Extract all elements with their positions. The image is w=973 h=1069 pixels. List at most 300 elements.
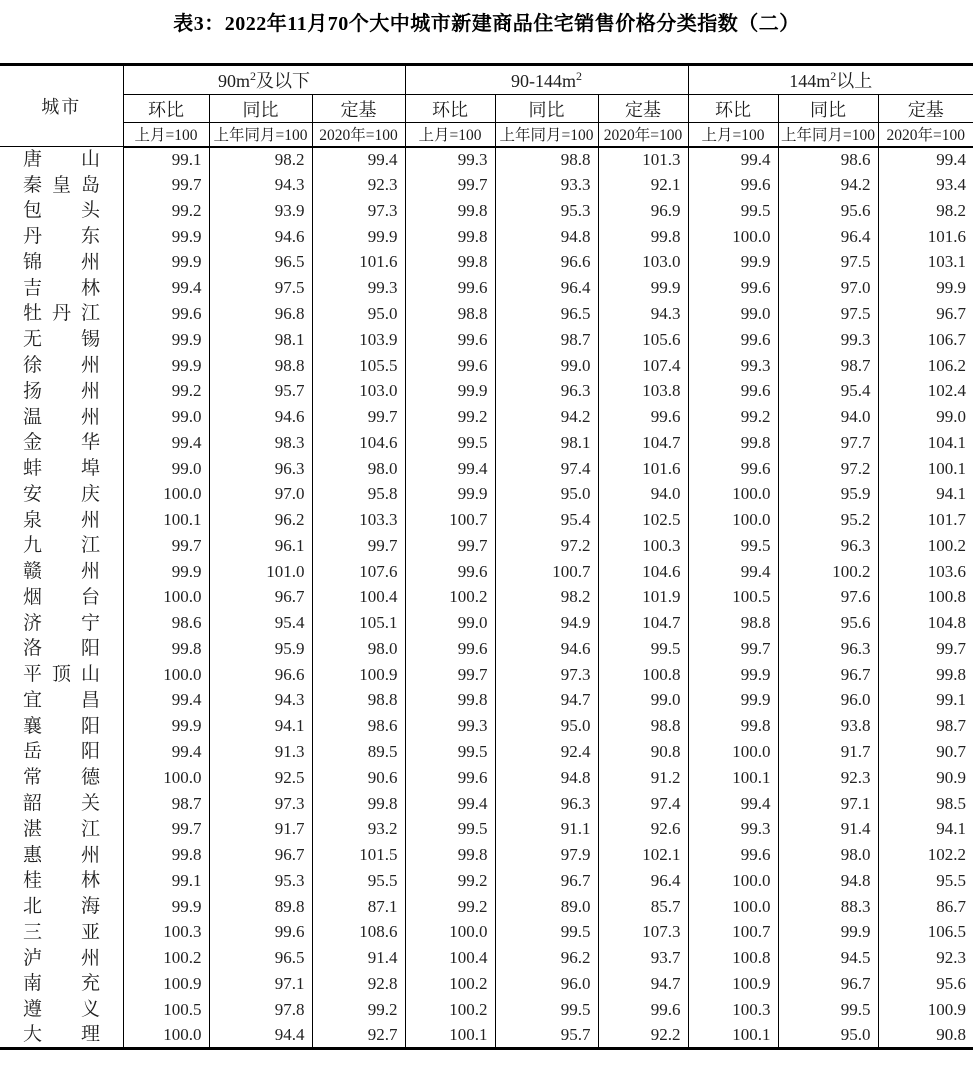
metric-header-90-144-1: 同比: [495, 95, 598, 123]
value-cell: 94.3: [598, 301, 688, 327]
value-cell: 100.2: [405, 971, 495, 997]
value-cell: 100.3: [688, 997, 778, 1023]
value-cell: 96.8: [209, 301, 312, 327]
city-name: 三 亚: [23, 921, 100, 943]
city-name: 金 华: [23, 432, 100, 454]
city-cell: [0, 919, 123, 945]
table-row: [0, 301, 973, 327]
value-cell: 96.6: [495, 250, 598, 276]
value-cell: 98.7: [495, 327, 598, 353]
value-cell: 95.8: [312, 481, 405, 507]
value-cell: 107.3: [598, 919, 688, 945]
value-cell: 97.0: [209, 481, 312, 507]
table-row: [0, 481, 973, 507]
value-cell: 92.6: [598, 816, 688, 842]
value-cell: 98.6: [123, 610, 209, 636]
value-cell: 89.5: [312, 739, 405, 765]
city-name: 烟 台: [23, 586, 100, 608]
city-name: 安 庆: [23, 483, 100, 505]
value-cell: 94.6: [209, 404, 312, 430]
city-name: 惠 州: [23, 844, 100, 866]
table-row: [0, 636, 973, 662]
group-header-under-90: $90m^2$及以下: [123, 65, 405, 95]
table-row: [0, 585, 973, 611]
value-cell: 99.2: [123, 198, 209, 224]
value-cell: 99.9: [405, 481, 495, 507]
value-cell: 94.9: [495, 610, 598, 636]
value-cell: 91.1: [495, 816, 598, 842]
city-name: 丹 东: [23, 226, 100, 248]
value-cell: 99.4: [878, 147, 973, 173]
value-cell: 95.9: [209, 636, 312, 662]
metric-header-90-144-2: 定基: [598, 95, 688, 123]
table-row: [0, 327, 973, 353]
value-cell: 90.8: [598, 739, 688, 765]
table-row: [0, 430, 973, 456]
value-cell: 97.9: [495, 842, 598, 868]
value-cell: 95.4: [209, 610, 312, 636]
city-name: 桂 林: [23, 870, 100, 892]
value-cell: 93.2: [312, 816, 405, 842]
value-cell: 99.9: [123, 224, 209, 250]
value-cell: 98.8: [405, 301, 495, 327]
value-cell: 97.3: [209, 791, 312, 817]
value-cell: 99.7: [405, 172, 495, 198]
table-row: [0, 275, 973, 301]
value-cell: 94.3: [209, 172, 312, 198]
value-cell: 99.8: [405, 250, 495, 276]
value-cell: 99.4: [123, 688, 209, 714]
value-cell: 95.5: [312, 868, 405, 894]
table-row: [0, 610, 973, 636]
value-cell: 97.1: [209, 971, 312, 997]
value-cell: 97.4: [598, 791, 688, 817]
value-cell: 100.9: [312, 662, 405, 688]
value-cell: 94.6: [495, 636, 598, 662]
value-cell: 94.7: [598, 971, 688, 997]
value-cell: 100.7: [495, 559, 598, 585]
value-cell: 85.7: [598, 894, 688, 920]
value-cell: 100.2: [778, 559, 878, 585]
value-cell: 99.7: [688, 636, 778, 662]
city-cell: [0, 868, 123, 894]
value-cell: 99.5: [495, 919, 598, 945]
city-name: 温 州: [23, 406, 100, 428]
value-cell: 99.6: [688, 172, 778, 198]
value-cell: 99.5: [688, 198, 778, 224]
value-cell: 92.7: [312, 1023, 405, 1049]
city-cell: [0, 147, 123, 173]
value-cell: 103.1: [878, 250, 973, 276]
value-cell: 104.6: [312, 430, 405, 456]
table-row: [0, 894, 973, 920]
city-cell: [0, 430, 123, 456]
value-cell: 105.1: [312, 610, 405, 636]
value-cell: 99.0: [405, 610, 495, 636]
value-cell: 99.5: [598, 636, 688, 662]
value-cell: 99.8: [688, 713, 778, 739]
value-cell: 99.9: [688, 662, 778, 688]
value-cell: 91.4: [312, 945, 405, 971]
city-name: 韶 关: [23, 793, 100, 815]
city-cell: [0, 842, 123, 868]
table-row: [0, 997, 973, 1023]
city-name: 平 顶 山: [23, 664, 100, 686]
value-cell: 98.0: [312, 636, 405, 662]
city-cell: [0, 250, 123, 276]
city-cell: [0, 559, 123, 585]
value-cell: 100.0: [123, 481, 209, 507]
value-cell: 100.5: [123, 997, 209, 1023]
table-row: [0, 662, 973, 688]
value-cell: 96.7: [778, 971, 878, 997]
value-cell: 99.0: [598, 688, 688, 714]
metric-header-90-144-0: 环比: [405, 95, 495, 123]
value-cell: 99.8: [598, 224, 688, 250]
base-header-over-144-0: 上月=100: [688, 123, 778, 147]
value-cell: 100.2: [405, 997, 495, 1023]
value-cell: 99.8: [405, 198, 495, 224]
value-cell: 106.5: [878, 919, 973, 945]
city-cell: [0, 507, 123, 533]
city-cell: [0, 353, 123, 379]
value-cell: 97.5: [209, 275, 312, 301]
value-cell: 99.9: [123, 559, 209, 585]
value-cell: 99.2: [405, 404, 495, 430]
value-cell: 95.6: [778, 198, 878, 224]
value-cell: 100.0: [123, 662, 209, 688]
value-cell: 92.8: [312, 971, 405, 997]
city-name: 济 宁: [23, 612, 100, 634]
value-cell: 98.7: [878, 713, 973, 739]
value-cell: 99.7: [312, 533, 405, 559]
city-name: 泉 州: [23, 509, 100, 531]
value-cell: 96.7: [878, 301, 973, 327]
value-cell: 99.2: [405, 894, 495, 920]
value-cell: 99.6: [405, 636, 495, 662]
value-cell: 99.6: [688, 456, 778, 482]
value-cell: 99.6: [123, 301, 209, 327]
city-name: 锦 州: [23, 251, 100, 273]
value-cell: 99.5: [405, 430, 495, 456]
value-cell: 97.3: [495, 662, 598, 688]
value-cell: 96.0: [778, 688, 878, 714]
value-cell: 99.7: [312, 404, 405, 430]
value-cell: 99.3: [405, 147, 495, 173]
city-name: 秦 皇 岛: [23, 174, 100, 196]
value-cell: 99.9: [688, 688, 778, 714]
value-cell: 95.6: [878, 971, 973, 997]
value-cell: 97.3: [312, 198, 405, 224]
value-cell: 99.0: [123, 404, 209, 430]
value-cell: 100.0: [688, 868, 778, 894]
group-header-90-144: $90-144m^2$: [405, 65, 688, 95]
table-body: [0, 147, 973, 1049]
value-cell: 99.1: [878, 688, 973, 714]
metric-header-over-144-0: 环比: [688, 95, 778, 123]
value-cell: 99.4: [123, 430, 209, 456]
value-cell: 90.6: [312, 765, 405, 791]
value-cell: 99.7: [878, 636, 973, 662]
city-cell: [0, 198, 123, 224]
city-cell: [0, 971, 123, 997]
city-name: 遵 义: [23, 999, 100, 1021]
value-cell: 99.4: [405, 456, 495, 482]
value-cell: 97.1: [778, 791, 878, 817]
value-cell: 99.4: [688, 147, 778, 173]
value-cell: 106.7: [878, 327, 973, 353]
table-row: [0, 816, 973, 842]
city-name: 南 充: [23, 973, 100, 995]
city-name: 包 头: [23, 200, 100, 222]
base-header-over-144-2: 2020年=100: [878, 123, 973, 147]
value-cell: 99.1: [123, 868, 209, 894]
value-cell: 99.2: [688, 404, 778, 430]
table-row: [0, 456, 973, 482]
value-cell: 102.1: [598, 842, 688, 868]
value-cell: 95.4: [778, 378, 878, 404]
city-cell: [0, 739, 123, 765]
value-cell: 99.4: [312, 147, 405, 173]
metric-header-under-90-0: 环比: [123, 95, 209, 123]
value-cell: 99.6: [405, 765, 495, 791]
value-cell: 92.2: [598, 1023, 688, 1049]
value-cell: 100.8: [688, 945, 778, 971]
value-cell: 94.2: [495, 404, 598, 430]
value-cell: 93.4: [878, 172, 973, 198]
city-cell: [0, 533, 123, 559]
value-cell: 102.2: [878, 842, 973, 868]
value-cell: 99.7: [123, 533, 209, 559]
city-name: 洛 阳: [23, 638, 100, 660]
value-cell: 89.8: [209, 894, 312, 920]
base-header-under-90-2: 2020年=100: [312, 123, 405, 147]
value-cell: 103.8: [598, 378, 688, 404]
value-cell: 100.4: [405, 945, 495, 971]
value-cell: 99.4: [688, 559, 778, 585]
table-row: [0, 559, 973, 585]
value-cell: 96.5: [495, 301, 598, 327]
city-column-header: 城市: [0, 65, 123, 147]
value-cell: 95.4: [495, 507, 598, 533]
value-cell: 105.6: [598, 327, 688, 353]
city-cell: [0, 301, 123, 327]
table-row: [0, 1023, 973, 1049]
value-cell: 100.5: [688, 585, 778, 611]
table-row: [0, 919, 973, 945]
value-cell: 100.0: [405, 919, 495, 945]
base-header-under-90-0: 上月=100: [123, 123, 209, 147]
city-name: 泸 州: [23, 947, 100, 969]
value-cell: 100.2: [405, 585, 495, 611]
value-cell: 94.3: [209, 688, 312, 714]
value-cell: 93.3: [495, 172, 598, 198]
value-cell: 100.3: [123, 919, 209, 945]
table-row: [0, 353, 973, 379]
value-cell: 100.1: [878, 456, 973, 482]
value-cell: 96.7: [209, 842, 312, 868]
value-cell: 99.9: [598, 275, 688, 301]
value-cell: 100.0: [688, 224, 778, 250]
value-cell: 99.0: [495, 353, 598, 379]
value-cell: 94.1: [878, 481, 973, 507]
value-cell: 99.7: [405, 533, 495, 559]
value-cell: 107.6: [312, 559, 405, 585]
city-name: 赣 州: [23, 561, 100, 583]
value-cell: 99.9: [123, 250, 209, 276]
value-cell: 95.3: [209, 868, 312, 894]
base-header-under-90-1: 上年同月=100: [209, 123, 312, 147]
metric-header-over-144-1: 同比: [778, 95, 878, 123]
value-cell: 99.6: [688, 327, 778, 353]
city-name: 襄 阳: [23, 715, 100, 737]
value-cell: 96.7: [778, 662, 878, 688]
value-cell: 95.0: [495, 481, 598, 507]
value-cell: 99.4: [688, 791, 778, 817]
value-cell: 97.0: [778, 275, 878, 301]
value-cell: 98.2: [495, 585, 598, 611]
value-cell: 96.7: [209, 585, 312, 611]
table-row: [0, 378, 973, 404]
value-cell: 100.0: [688, 894, 778, 920]
value-cell: 99.9: [123, 894, 209, 920]
value-cell: 94.6: [209, 224, 312, 250]
value-cell: 99.3: [778, 327, 878, 353]
value-cell: 104.7: [598, 610, 688, 636]
value-cell: 103.0: [312, 378, 405, 404]
price-index-table: [0, 63, 973, 1050]
value-cell: 100.0: [688, 507, 778, 533]
value-cell: 108.6: [312, 919, 405, 945]
value-cell: 99.5: [495, 997, 598, 1023]
value-cell: 95.0: [495, 713, 598, 739]
value-cell: 100.9: [688, 971, 778, 997]
value-cell: 101.7: [878, 507, 973, 533]
value-cell: 98.3: [209, 430, 312, 456]
value-cell: 103.9: [312, 327, 405, 353]
value-cell: 91.3: [209, 739, 312, 765]
value-cell: 91.4: [778, 816, 878, 842]
table-row: [0, 971, 973, 997]
value-cell: 92.4: [495, 739, 598, 765]
value-cell: 99.6: [688, 842, 778, 868]
value-cell: 100.1: [123, 507, 209, 533]
value-cell: 95.9: [778, 481, 878, 507]
city-cell: [0, 585, 123, 611]
table-row: [0, 791, 973, 817]
city-cell: [0, 945, 123, 971]
value-cell: 94.8: [495, 765, 598, 791]
value-cell: 99.8: [123, 842, 209, 868]
value-cell: 95.0: [312, 301, 405, 327]
value-cell: 97.5: [778, 301, 878, 327]
value-cell: 107.4: [598, 353, 688, 379]
value-cell: 95.6: [778, 610, 878, 636]
value-cell: 100.1: [405, 1023, 495, 1049]
base-header-90-144-2: 2020年=100: [598, 123, 688, 147]
value-cell: 101.6: [598, 456, 688, 482]
base-header-90-144-1: 上年同月=100: [495, 123, 598, 147]
value-cell: 100.7: [688, 919, 778, 945]
value-cell: 94.1: [209, 713, 312, 739]
value-cell: 99.1: [123, 147, 209, 173]
city-cell: [0, 894, 123, 920]
value-cell: 99.8: [405, 688, 495, 714]
value-cell: 104.7: [598, 430, 688, 456]
value-cell: 99.7: [123, 172, 209, 198]
value-cell: 96.3: [495, 378, 598, 404]
value-cell: 98.8: [495, 147, 598, 173]
metric-header-under-90-1: 同比: [209, 95, 312, 123]
value-cell: 101.0: [209, 559, 312, 585]
value-cell: 99.5: [405, 816, 495, 842]
value-cell: 103.3: [312, 507, 405, 533]
metric-header-over-144-2: 定基: [878, 95, 973, 123]
city-name: 无 锡: [23, 329, 100, 351]
value-cell: 95.7: [209, 378, 312, 404]
value-cell: 96.3: [778, 636, 878, 662]
value-cell: 94.8: [495, 224, 598, 250]
value-cell: 99.5: [688, 533, 778, 559]
value-cell: 96.5: [209, 945, 312, 971]
value-cell: 97.7: [778, 430, 878, 456]
value-cell: 99.2: [405, 868, 495, 894]
value-cell: 100.0: [123, 585, 209, 611]
city-cell: [0, 997, 123, 1023]
table-row: [0, 404, 973, 430]
city-cell: [0, 610, 123, 636]
value-cell: 100.8: [598, 662, 688, 688]
city-name: 九 江: [23, 535, 100, 557]
value-cell: 99.3: [405, 713, 495, 739]
city-name: 北 海: [23, 896, 100, 918]
value-cell: 98.5: [878, 791, 973, 817]
value-cell: 99.9: [123, 713, 209, 739]
value-cell: 99.5: [778, 997, 878, 1023]
value-cell: 100.9: [878, 997, 973, 1023]
value-cell: 96.4: [598, 868, 688, 894]
table-row: [0, 688, 973, 714]
value-cell: 99.6: [405, 275, 495, 301]
table-row: [0, 507, 973, 533]
table-row: [0, 842, 973, 868]
value-cell: 98.2: [209, 147, 312, 173]
value-cell: 99.9: [688, 250, 778, 276]
city-name: 常 德: [23, 767, 100, 789]
value-cell: 105.5: [312, 353, 405, 379]
value-cell: 100.2: [878, 533, 973, 559]
value-cell: 89.0: [495, 894, 598, 920]
value-cell: 94.0: [778, 404, 878, 430]
value-cell: 98.6: [312, 713, 405, 739]
value-cell: 96.4: [495, 275, 598, 301]
value-cell: 98.8: [688, 610, 778, 636]
value-cell: 99.4: [123, 275, 209, 301]
value-cell: 100.9: [123, 971, 209, 997]
value-cell: 94.5: [778, 945, 878, 971]
value-cell: 99.9: [878, 275, 973, 301]
value-cell: 97.2: [778, 456, 878, 482]
city-cell: [0, 816, 123, 842]
value-cell: 100.1: [688, 1023, 778, 1049]
value-cell: 92.1: [598, 172, 688, 198]
value-cell: 92.3: [312, 172, 405, 198]
city-name: 牡 丹 江: [23, 303, 100, 325]
table-row: [0, 533, 973, 559]
value-cell: 98.7: [778, 353, 878, 379]
value-cell: 95.5: [878, 868, 973, 894]
value-cell: 99.2: [123, 378, 209, 404]
